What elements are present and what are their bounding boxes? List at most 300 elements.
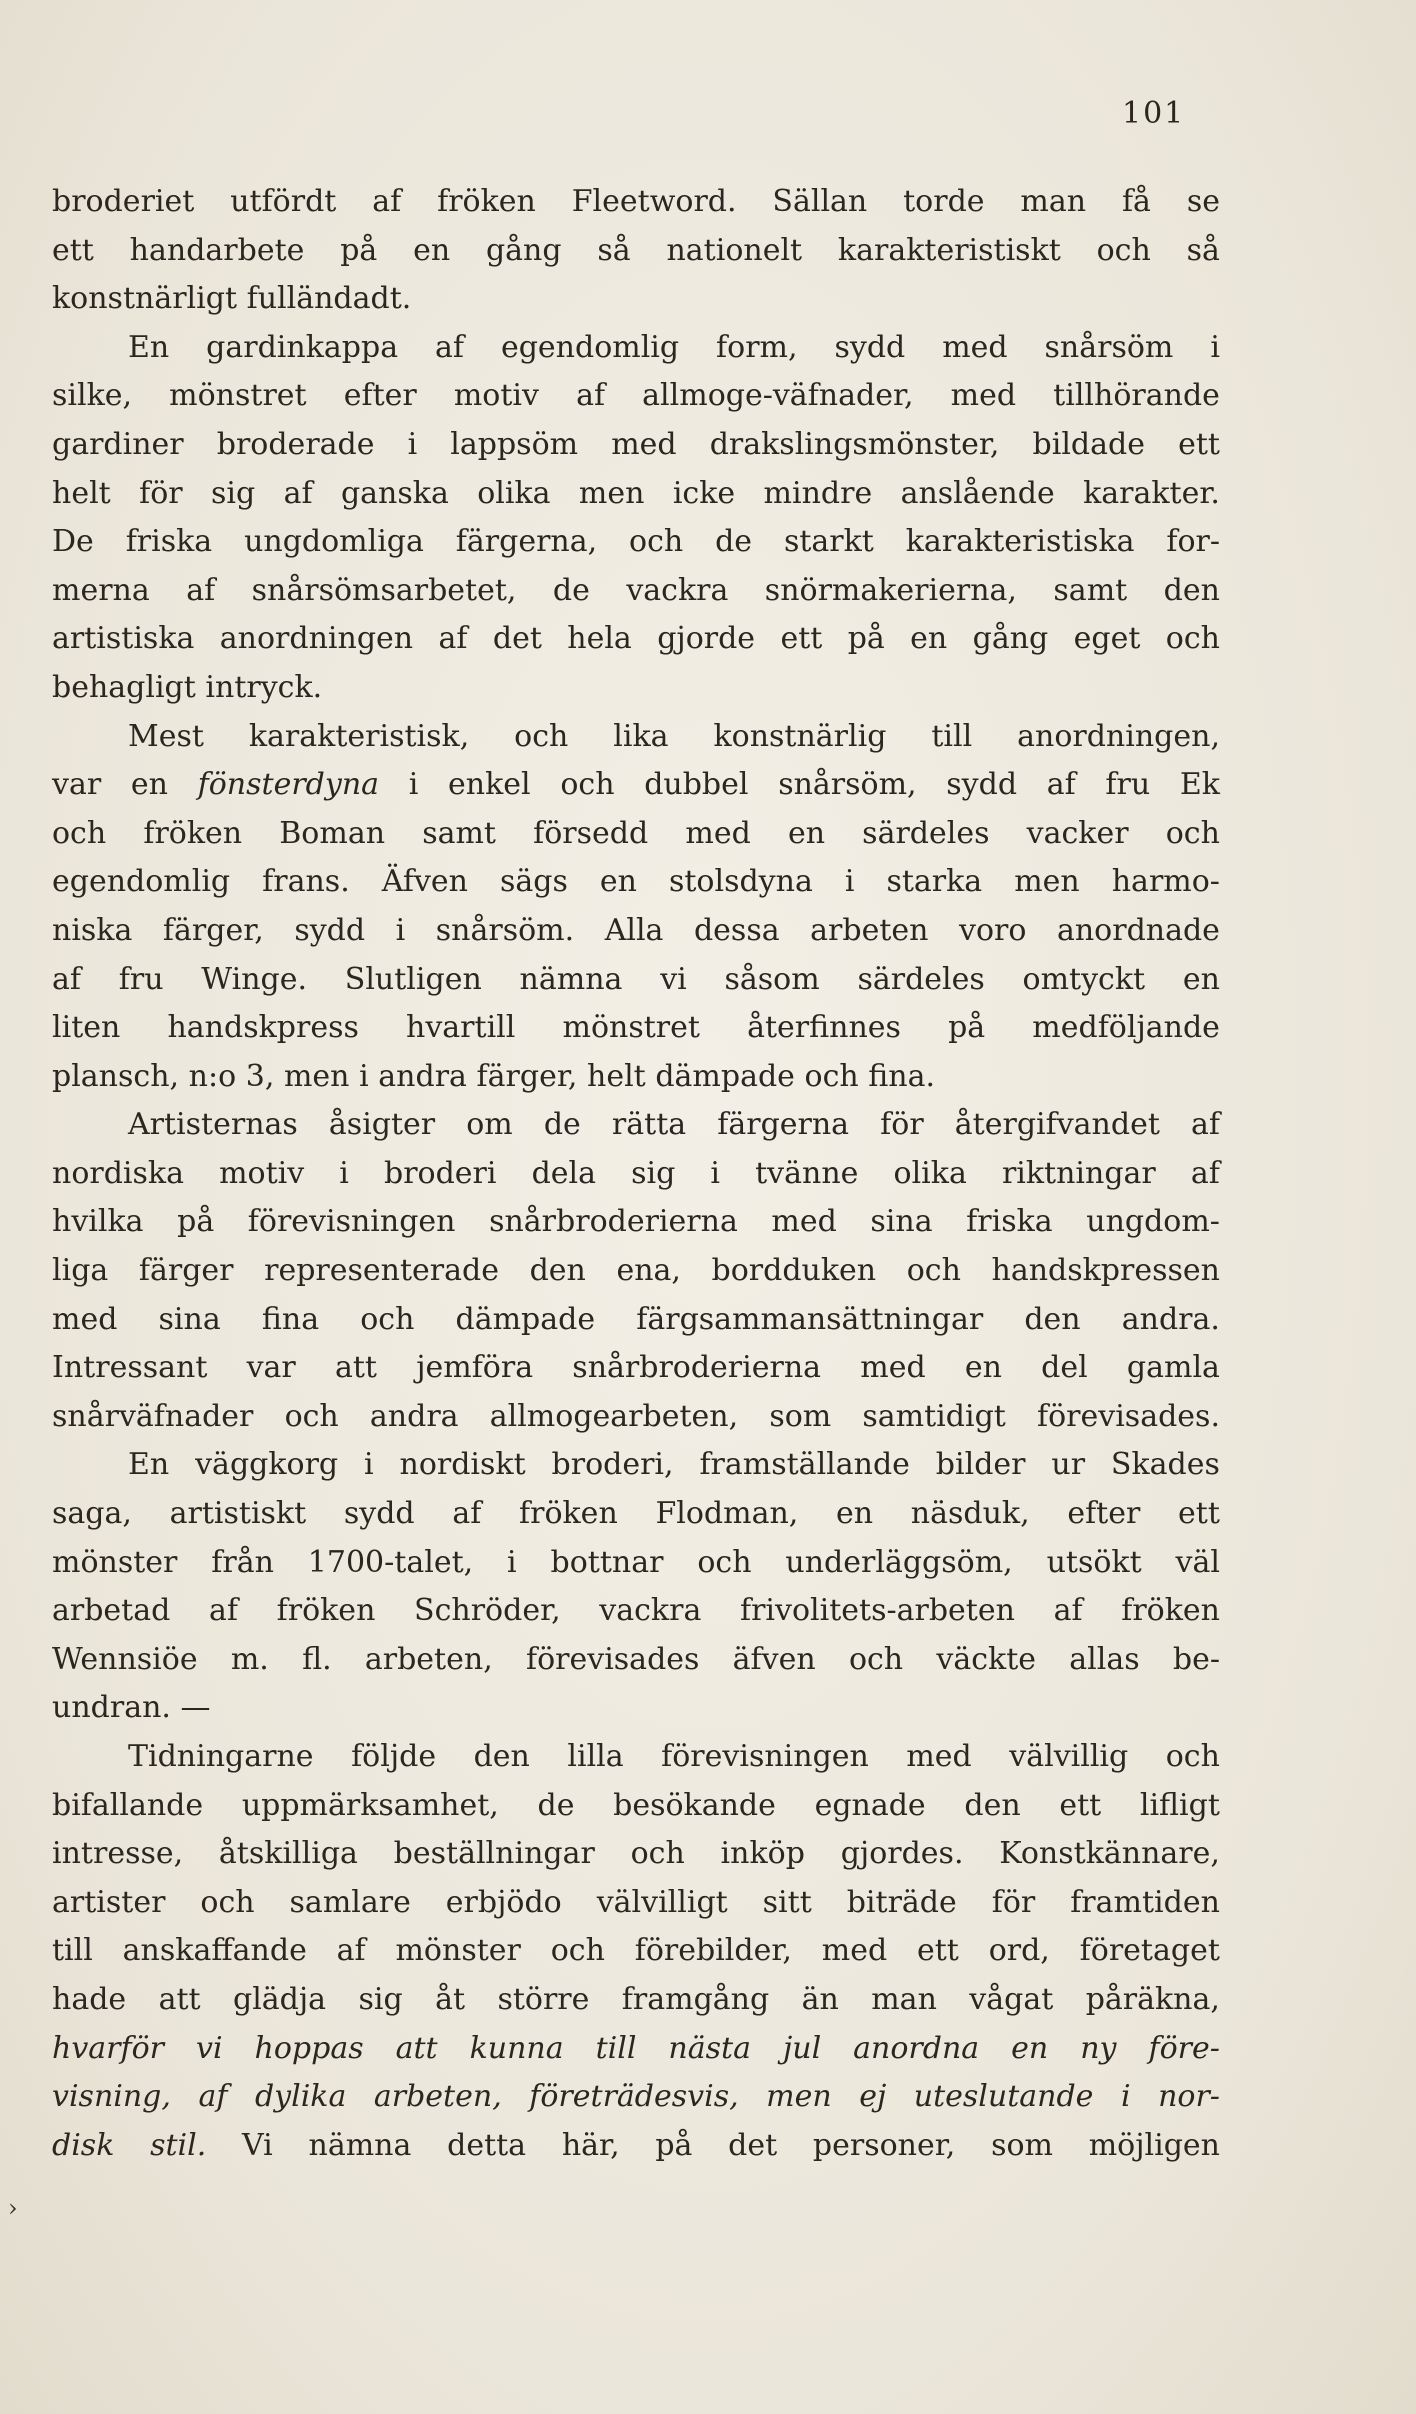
word: färger, <box>476 1058 578 1094</box>
word: på <box>340 232 378 268</box>
text-line <box>52 1927 1220 1976</box>
word: med <box>771 1204 837 1240</box>
word: karakteristiska <box>905 524 1135 560</box>
word: mönster <box>52 1544 178 1580</box>
word: Intressant <box>52 1350 208 1386</box>
word: en <box>1182 961 1220 997</box>
word: nästa <box>668 2030 751 2066</box>
word: gång <box>485 232 562 268</box>
word: representerade <box>264 1253 499 1289</box>
word: allmogearbeten, <box>489 1398 739 1434</box>
word: broderi, <box>551 1447 674 1483</box>
text-line <box>52 1344 1220 1393</box>
word: fina. <box>868 1058 936 1094</box>
word: nämna <box>519 961 623 997</box>
text-line <box>52 713 1220 762</box>
word: fönsterdyna <box>197 767 380 803</box>
text-line <box>52 518 1220 567</box>
word: karakteristiskt <box>837 232 1061 268</box>
word: till <box>595 2030 637 2066</box>
word: fröken <box>1121 1593 1220 1629</box>
word: egendomlig <box>52 864 231 900</box>
word: sydd <box>834 329 906 365</box>
word: var <box>52 767 102 803</box>
word: gardiner <box>52 426 184 462</box>
word: dämpade <box>655 1058 795 1094</box>
word: i <box>364 1447 374 1483</box>
word: sina <box>870 1204 933 1240</box>
word: utsökt <box>1046 1544 1142 1580</box>
word: och <box>1165 815 1220 851</box>
word: att <box>334 1350 377 1386</box>
text-line <box>52 810 1220 859</box>
word: och <box>848 1641 904 1677</box>
text-line <box>52 470 1220 519</box>
word: silke, <box>52 378 133 414</box>
word: fulländadt. <box>246 281 412 317</box>
text-line <box>52 1053 1220 1102</box>
word: merna <box>52 572 150 608</box>
word: liga <box>52 1253 109 1289</box>
word: förevisningen <box>247 1204 456 1240</box>
word: Slutligen <box>344 961 482 997</box>
text-line <box>52 664 1220 713</box>
word: tillhörande <box>1053 378 1220 414</box>
word: återfinnes <box>747 1010 901 1046</box>
word: sägs <box>500 864 568 900</box>
word: Sällan <box>772 184 868 219</box>
word: så <box>597 232 631 268</box>
word: men <box>766 2079 832 2115</box>
word: en <box>964 1350 1002 1386</box>
word: i <box>507 1544 517 1580</box>
word: vi <box>660 961 687 997</box>
word: sydd <box>294 912 366 948</box>
word: de <box>543 1107 581 1143</box>
word: möjligen <box>1088 2127 1220 2163</box>
word: konstnärlig <box>713 718 887 754</box>
word: sydd <box>946 767 1018 803</box>
word: särdeles <box>862 815 990 851</box>
word: bildade <box>1032 426 1145 462</box>
text-line <box>52 1150 1220 1199</box>
word: en <box>599 864 637 900</box>
word: och <box>514 718 569 754</box>
word: Tidningarne <box>128 1739 314 1774</box>
word: helt <box>52 475 111 511</box>
text-line <box>52 1636 1220 1685</box>
word: hoppas <box>254 2030 364 2066</box>
text-line <box>52 1539 1220 1588</box>
word: af <box>283 475 313 511</box>
word: den <box>473 1739 530 1774</box>
word: undran. <box>52 1690 171 1726</box>
word: såsom <box>724 961 820 997</box>
word: färgerna <box>717 1107 850 1143</box>
word: arbeten, <box>364 1641 493 1677</box>
word: en <box>1011 2030 1049 2066</box>
word: på <box>948 1010 986 1046</box>
word: uppmärksamhet, <box>241 1787 499 1823</box>
text-line <box>52 2025 1220 2074</box>
word: företaget <box>1079 1933 1220 1969</box>
word: vi <box>196 2030 223 2066</box>
word: så <box>1186 232 1220 268</box>
word: fru <box>118 961 164 997</box>
word: hade <box>52 1981 127 2017</box>
word: och <box>52 815 107 851</box>
word: arbeten, <box>373 2079 502 2115</box>
word: den <box>529 1253 586 1289</box>
word: på <box>847 621 885 657</box>
word: i <box>844 864 855 900</box>
word: anordningen <box>219 621 414 657</box>
word: åtskilliga <box>218 1836 358 1872</box>
word: sina <box>158 1301 221 1337</box>
word: och <box>360 1301 415 1337</box>
word: handskpress <box>167 1010 359 1046</box>
word: sitt <box>762 1884 812 1920</box>
word: med <box>906 1739 972 1774</box>
word: enkel <box>448 767 531 803</box>
word: samt <box>422 815 496 851</box>
word: jemföra <box>416 1350 534 1386</box>
word: särdeles <box>857 961 985 997</box>
text-line <box>52 178 1220 227</box>
text-line <box>52 1976 1220 2025</box>
word: broderiet <box>52 184 195 219</box>
word: for- <box>1166 524 1220 560</box>
text-line <box>52 2122 1220 2171</box>
word: fru <box>1105 767 1151 803</box>
word: den <box>1024 1301 1081 1337</box>
word: färgerna, <box>455 524 598 560</box>
text-line <box>52 1441 1220 1490</box>
word: men <box>1014 864 1080 900</box>
word: fina <box>261 1301 320 1337</box>
word: anordnade <box>1056 912 1220 948</box>
word: motiv <box>453 378 539 414</box>
word: en <box>130 767 168 803</box>
word: ett <box>780 621 823 657</box>
word: artister <box>52 1884 166 1920</box>
word: och <box>560 767 615 803</box>
text-line <box>52 372 1220 421</box>
word: disk <box>52 2127 115 2163</box>
word: före- <box>1148 2030 1220 2066</box>
word: saga, <box>52 1496 132 1532</box>
text-line <box>52 1830 1220 1879</box>
word: för <box>880 1107 924 1143</box>
word: broderi <box>383 1155 497 1191</box>
word: i <box>359 1058 369 1094</box>
word: det <box>492 621 542 657</box>
text-line <box>52 1490 1220 1539</box>
text-line <box>52 227 1220 276</box>
word: äfven <box>732 1641 816 1677</box>
word: vackra <box>599 1593 702 1629</box>
text-line <box>52 1587 1220 1636</box>
word: gjorde <box>657 621 756 657</box>
word: — <box>180 1690 211 1726</box>
word: besökande <box>613 1787 776 1823</box>
word: åt <box>435 1981 466 2017</box>
text-line <box>52 858 1220 907</box>
word: fl. <box>302 1641 332 1677</box>
word: af <box>1190 1107 1220 1143</box>
word: visning, <box>52 2079 171 2115</box>
word: omtyckt <box>1022 961 1146 997</box>
word: gjordes. <box>840 1836 964 1872</box>
word: del <box>1041 1350 1088 1386</box>
word: gardinkappa <box>206 329 399 365</box>
word: Flodman, <box>655 1496 799 1532</box>
text-line <box>52 421 1220 470</box>
word: och <box>1096 232 1151 268</box>
word: efter <box>1067 1496 1141 1532</box>
word: förebilder, <box>634 1933 792 1969</box>
word: kunna <box>469 2030 564 2066</box>
text-line <box>52 1004 1220 1053</box>
word: och <box>1165 1739 1220 1774</box>
word: ett <box>52 232 94 268</box>
word: näsduk, <box>910 1496 1030 1532</box>
word: stil. <box>150 2127 207 2163</box>
word: Fleetword. <box>571 184 737 219</box>
word: mönster <box>395 1933 521 1969</box>
word: af <box>1053 1593 1083 1629</box>
word: framtiden <box>1070 1884 1220 1920</box>
word: konstnärligt <box>52 281 238 317</box>
word: med <box>821 1933 888 1969</box>
word: anskaffande <box>122 1933 307 1969</box>
word: fröken <box>519 1496 618 1532</box>
word: egendomlig <box>500 329 680 365</box>
word: i <box>710 1155 721 1191</box>
word: torde <box>903 184 985 219</box>
word: beställningar <box>393 1836 595 1872</box>
word: af <box>372 184 402 219</box>
word: af <box>576 378 606 414</box>
word: ett <box>1178 426 1220 462</box>
word: i <box>1210 329 1220 365</box>
word: i <box>407 426 418 462</box>
word: gamla <box>1126 1350 1220 1386</box>
word: eget <box>1073 621 1141 657</box>
word: snårsömsarbetet, <box>251 572 517 608</box>
word: egnade <box>814 1787 926 1823</box>
word: färgsammansättningar <box>636 1301 984 1337</box>
word: ett <box>1059 1787 1102 1823</box>
word: mönstret <box>169 378 307 414</box>
word: efter <box>343 378 417 414</box>
word: påräkna, <box>1085 1981 1220 2017</box>
word: nordiska <box>52 1155 184 1191</box>
word: anordningen, <box>1017 718 1220 754</box>
page-number: 101 <box>1122 96 1186 131</box>
word: andra. <box>1121 1301 1220 1337</box>
word: fröken <box>276 1593 376 1629</box>
word: uteslutande <box>913 2079 1094 2115</box>
text-line <box>52 275 1220 324</box>
word: Schröder, <box>414 1593 561 1629</box>
word: anordna <box>853 2030 980 2066</box>
word: följde <box>351 1739 437 1774</box>
word: med <box>950 378 1017 414</box>
word: 1700-talet, <box>307 1544 474 1580</box>
word: af <box>52 961 81 997</box>
word: en <box>910 621 948 657</box>
word: till <box>931 718 973 754</box>
word: arbeten <box>810 912 929 948</box>
word: handskpressen <box>991 1253 1220 1289</box>
word: nämna <box>308 2127 412 2163</box>
word: dubbel <box>644 767 749 803</box>
word: liten <box>52 1010 121 1046</box>
word: Äfven <box>381 864 468 900</box>
word: dessa <box>693 912 780 948</box>
word: niska <box>52 912 133 948</box>
word: mindre <box>763 475 873 511</box>
word: starkt <box>783 524 874 560</box>
word: försedd <box>533 815 649 851</box>
word: snårsöm. <box>435 912 575 948</box>
word: karakteristisk, <box>248 718 470 754</box>
word: snårbroderierna <box>572 1350 822 1386</box>
word: mönstret <box>562 1010 700 1046</box>
word: Konstkännare, <box>999 1836 1220 1872</box>
word: af <box>1190 1155 1220 1191</box>
word: i <box>339 1155 349 1191</box>
word: för <box>991 1884 1036 1920</box>
word: se <box>1186 184 1220 219</box>
word: frans. <box>262 864 350 900</box>
word: väggkorg <box>195 1447 339 1483</box>
word: en <box>413 232 451 268</box>
word: Boman <box>279 815 386 851</box>
word: jul <box>782 2030 822 2066</box>
word: färger <box>138 1253 234 1289</box>
word: broderade <box>216 426 375 462</box>
word: från <box>211 1544 274 1580</box>
word: med <box>942 329 1008 365</box>
word: förevisningen <box>661 1739 869 1774</box>
word: att <box>158 1981 201 2017</box>
word: snårväfnader <box>52 1398 254 1434</box>
word: af <box>198 2079 228 2115</box>
word: samtidigt <box>862 1398 1006 1434</box>
word: be- <box>1172 1641 1220 1677</box>
word: bottnar <box>550 1544 664 1580</box>
word: bifallande <box>52 1787 204 1823</box>
word: af <box>336 1933 366 1969</box>
word: olika <box>893 1155 967 1191</box>
word: det <box>728 2127 778 2163</box>
word: af <box>208 1593 238 1629</box>
word: stolsdyna <box>668 864 813 900</box>
word: utfördt <box>230 184 337 219</box>
word: nationelt <box>666 232 803 268</box>
word: med <box>685 815 751 851</box>
word: dylika <box>254 2079 347 2115</box>
word: nor- <box>1158 2079 1220 2115</box>
word: voro <box>959 912 1027 948</box>
word: En <box>128 329 170 365</box>
word: behagligt <box>52 669 196 705</box>
word: friska <box>966 1204 1053 1240</box>
word: de <box>537 1787 575 1823</box>
word: här, <box>561 2127 620 2163</box>
word: arbetad <box>52 1593 171 1629</box>
word: i <box>408 767 419 803</box>
text-line <box>52 567 1220 616</box>
body-text <box>52 178 1220 2170</box>
text-line <box>52 1879 1220 1928</box>
text-line <box>52 761 1220 810</box>
word: andra <box>378 1058 467 1094</box>
text-line <box>52 1393 1220 1442</box>
word: och <box>200 1884 255 1920</box>
text-line <box>52 1198 1220 1247</box>
word: hvartill <box>406 1010 516 1046</box>
word: af <box>186 572 216 608</box>
word: ett <box>916 1933 959 1969</box>
word: helt <box>587 1058 646 1094</box>
word: framställande <box>699 1447 910 1483</box>
text-line <box>52 1296 1220 1345</box>
word: snårsöm, <box>778 767 917 803</box>
word: erbjödo <box>445 1884 562 1920</box>
word: och <box>284 1398 339 1434</box>
word: fröken <box>437 184 536 219</box>
word: andra <box>369 1398 459 1434</box>
word: allas <box>1069 1641 1140 1677</box>
text-line <box>52 324 1220 373</box>
word: Vi <box>242 2127 273 2163</box>
word: intryck. <box>205 669 323 705</box>
word: hela <box>567 621 632 657</box>
word: och <box>804 1058 859 1094</box>
text-line <box>52 1247 1220 1296</box>
word: af <box>435 329 465 365</box>
word: m. <box>230 1641 269 1677</box>
word: välvillig <box>1009 1739 1129 1774</box>
word: ganska <box>340 475 449 511</box>
text-line <box>52 1101 1220 1150</box>
word: Winge. <box>201 961 308 997</box>
word: snårsöm <box>1044 329 1174 365</box>
word: dela <box>531 1155 597 1191</box>
word: ny <box>1080 2030 1117 2066</box>
word: till <box>52 1933 93 1969</box>
word: dämpade <box>455 1301 596 1337</box>
word: än <box>801 1981 839 2017</box>
word: väckte <box>936 1641 1036 1677</box>
word: ungdomliga <box>244 524 424 560</box>
word: fröken <box>143 815 243 851</box>
word: friska <box>125 524 213 560</box>
word: man <box>871 1981 937 2017</box>
word: i <box>1120 2079 1131 2115</box>
word: plansch, <box>52 1058 180 1094</box>
word: sig <box>211 475 256 511</box>
text-line <box>52 615 1220 664</box>
word: motiv <box>219 1155 305 1191</box>
word: som <box>769 1398 832 1434</box>
word: ur <box>1051 1447 1086 1483</box>
word: 3, <box>245 1058 275 1094</box>
word: icke <box>672 475 736 511</box>
